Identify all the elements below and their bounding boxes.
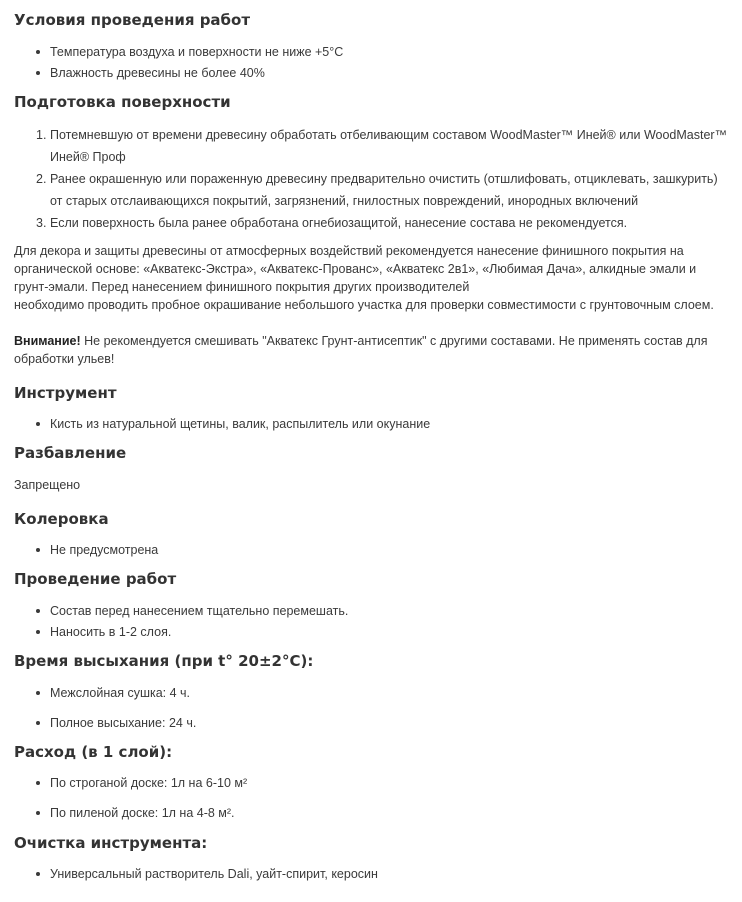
note-paragraph-2: необходимо проводить пробное окрашивание небольшого участка для проверки совместимости с грунтовочным слоем. xyxy=(14,298,714,312)
prep-heading: Подготовка поверхности xyxy=(14,93,231,111)
tool-list xyxy=(14,414,728,435)
tinting-heading: Колеровка xyxy=(14,510,109,528)
dilution-heading: Разбавление xyxy=(14,444,127,462)
list-item: Межслойная сушка: 4 ч. xyxy=(14,683,728,704)
cleaning-heading: Очистка инструмента: xyxy=(14,834,208,852)
drying-list xyxy=(14,683,728,734)
prep-list xyxy=(14,124,728,234)
warning-label: Внимание! xyxy=(14,334,81,348)
list-item: 1. Потемневшую от времени древесину обработать отбеливающим составом WoodMaster™ Иней® или WoodMaster™ Иней® Проф xyxy=(36,128,728,164)
consumption-list xyxy=(14,773,728,824)
drying-heading: Время высыхания (при t° 20±2°C): xyxy=(14,652,314,670)
list-item: Температура воздуха и поверхности не ниже +5°C xyxy=(14,42,728,63)
list-item: 2. Ранее окрашенную или пораженную древесину предварительно очистить (отшлифовать, отциклевать, зашкурить) от старых отслаивающихся покрытий, загрязнений, гнилостных повреждений, инородных включений xyxy=(36,172,718,208)
work-heading: Проведение работ xyxy=(14,570,177,588)
warning-paragraph xyxy=(14,332,726,368)
dilution-text: Запрещено xyxy=(14,478,81,492)
list-item: Полное высыхание: 24 ч. xyxy=(14,713,728,734)
list-item: Не предусмотрена xyxy=(14,540,728,561)
list-item: Наносить в 1-2 слоя. xyxy=(14,622,728,643)
list-item: По строганой доске: 1л на 6-10 м² xyxy=(14,773,728,794)
list-item-text: Ранее окрашенную или пораженную древесину предварительно очистить (отшлифовать, отциклевать, зашкурить) от старых отслаивающихся покрытий, загрязнений, гнилостных повреждений, инородных включений xyxy=(50,172,718,208)
list-item: Состав перед нанесением тщательно перемешать. xyxy=(14,601,728,622)
consumption-heading: Расход (в 1 слой): xyxy=(14,743,173,761)
list-item-text: Потемневшую от времени древесину обработать отбеливающим составом WoodMaster™ Иней® или WoodMaster™ Иней® Проф xyxy=(50,128,728,164)
tinting-list xyxy=(14,540,728,561)
list-item: По пиленой доске: 1л на 4-8 м². xyxy=(14,803,728,824)
work-list xyxy=(14,601,728,643)
list-item: Влажность древесины не более 40% xyxy=(14,63,728,84)
cleaning-list xyxy=(14,864,728,885)
tool-heading: Инструмент xyxy=(14,384,117,402)
list-item: Кисть из натуральной щетины, валик, распылитель или окунание xyxy=(14,414,728,435)
list-item-text: Если поверхность была ранее обработана огнебиозащитой, нанесение состава не рекомендуется. xyxy=(50,216,628,230)
conditions-list xyxy=(14,42,728,84)
warning-text: Не рекомендуется смешивать "Акватекс Грунт-антисептик" с другими составами. Не применять состав для обработки ульев! xyxy=(14,334,708,366)
list-item: 3. Если поверхность была ранее обработана огнебиозащитой, нанесение состава не рекомендуется. xyxy=(36,216,628,230)
note-paragraph: Для декора и защиты древесины от атмосферных воздействий рекомендуется нанесение финишного покрытия на органической основе: «Акватекс-Экстра», «Акватекс-Прованс», «Акватекс 2в1», «Любимая Дача», алкидные эмали и грунт-эмали. Перед нанесением финишного покрытия других производителей xyxy=(14,244,697,294)
note-block xyxy=(14,242,726,314)
conditions-heading: Условия проведения работ xyxy=(14,11,251,29)
list-item: Универсальный растворитель Dali, уайт-спирит, керосин xyxy=(14,864,728,885)
